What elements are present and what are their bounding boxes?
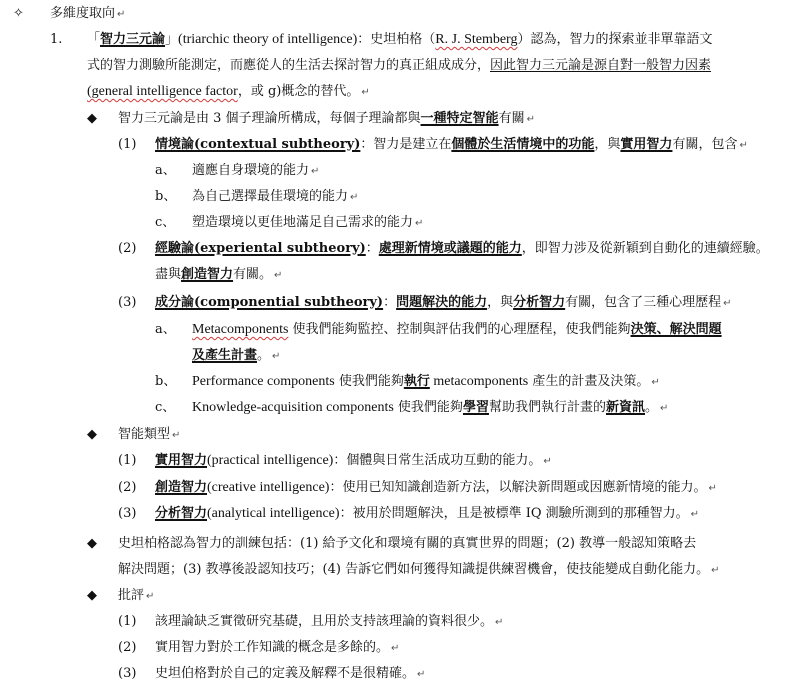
- list-number: (1): [118, 137, 137, 152]
- diamond-bullet-icon: ◆: [87, 588, 97, 603]
- training-line-1: 史坦柏格認為智力的訓練包括：(1) 給予文化和環境有關的真實世界的問題；(2) 教導一般認知策略去: [118, 536, 697, 551]
- diamond-bullet-icon: ◆: [87, 536, 97, 551]
- sub-mark: a、: [155, 163, 176, 178]
- list-number: (3): [118, 506, 137, 521]
- experiental-line-2: 盡與創造智力有關。 ↵: [155, 267, 283, 282]
- practical-line: 實用智力(practical intelligence)：個體與日常生活成功互動的能力。 ↵: [155, 453, 552, 468]
- componential-line: 成分論(componential subtheory)：問題解決的能力，與分析智力有關，包含了三種心理歷程 ↵: [155, 295, 732, 310]
- criticism-item: 實用智力對於工作知識的概念是多餘的。 ↵: [155, 640, 400, 655]
- sub-item: 塑造環境以更佳地滿足自己需求的能力 ↵: [192, 215, 424, 230]
- sub-mark: b、: [155, 374, 177, 389]
- p2-title: 智能類型 ↵: [118, 427, 181, 442]
- metacomponents-line-2: 及產生計畫。 ↵: [192, 348, 281, 363]
- list-number: (2): [118, 480, 137, 495]
- criticism-item: 史坦伯格對於自己的定義及解釋不是很精確。 ↵: [155, 666, 426, 681]
- sub-item: 適應自身環境的能力 ↵: [192, 163, 320, 178]
- sub-mark: c、: [155, 215, 176, 230]
- training-line-2: 解決問題；(3) 教導後設認知技巧；(4) 告訴它們如何獲得知識提供練習機會，使技能變成自動化能力。 ↵: [118, 562, 720, 577]
- section-bullet-icon: ✧: [13, 6, 24, 21]
- diamond-bullet-icon: ◆: [87, 111, 97, 126]
- analytical-line: 分析智力(analytical intelligence)：被用於問題解決，且是被標準 IQ 測驗所測到的那種智力。 ↵: [155, 506, 700, 521]
- metacomponents-line-1: Metacomponents 使我們能夠監控、控制與評估我們的心理歷程，使我們能夠決策、解決問題: [192, 322, 722, 337]
- sub-mark: b、: [155, 189, 177, 204]
- sub-mark: a、: [155, 322, 176, 337]
- contextual-line: 情境論(contextual subtheory)：智力是建立在個體於生活情境中的功能，與實用智力有關，包含 ↵: [155, 137, 748, 152]
- list-number: (1): [118, 614, 137, 629]
- sub-mark: c、: [155, 400, 176, 415]
- intro-line-3: (general intelligence factor，或 g)概念的替代。 ↵: [87, 84, 370, 99]
- performance-line: Performance components 使我們能夠執行 metacomponents 產生的計畫及決策。 ↵: [192, 374, 660, 389]
- intro-line-1: 「智力三元論」(triarchic theory of intelligence)：史坦柏格（R. J. Stemberg）認為，智力的探索並非單靠語文: [87, 32, 713, 47]
- list-number: (2): [118, 241, 137, 256]
- criticism-item: 該理論缺乏實徵研究基礎，且用於支持該理論的資料很少。 ↵: [155, 614, 504, 629]
- experiental-line-1: 經驗論(experiental subtheory)：處理新情境或議題的能力，即智力涉及從新穎到自動化的連續經驗。: [155, 241, 769, 256]
- creative-line: 創造智力(creative intelligence)：使用已知知識創造新方法，以解決新問題或因應新情境的能力。 ↵: [155, 480, 717, 495]
- sub-item: 為自己選擇最佳環境的能力 ↵: [192, 189, 359, 204]
- p1-text: 智力三元論是由 3 個子理論所構成，每個子理論都與一種特定智能有關 ↵: [118, 111, 535, 126]
- knowledge-line: Knowledge-acquisition components 使我們能夠學習幫助我們執行計畫的新資訊。 ↵: [192, 400, 669, 415]
- intro-line-2: 式的智力測驗所能測定，而應從人的生活去探討智力的真正組成成分，因此智力三元論是源自對一般智力因素: [87, 58, 712, 73]
- list-number: (1): [118, 453, 137, 468]
- list-number: (3): [118, 666, 137, 681]
- list-number: (2): [118, 640, 137, 655]
- list-number: (3): [118, 295, 137, 310]
- diamond-bullet-icon: ◆: [87, 427, 97, 442]
- item-number: 1.: [50, 32, 63, 47]
- criticism-title: 批評 ↵: [118, 588, 155, 603]
- section-title: 多維度取向 ↵: [50, 6, 126, 21]
